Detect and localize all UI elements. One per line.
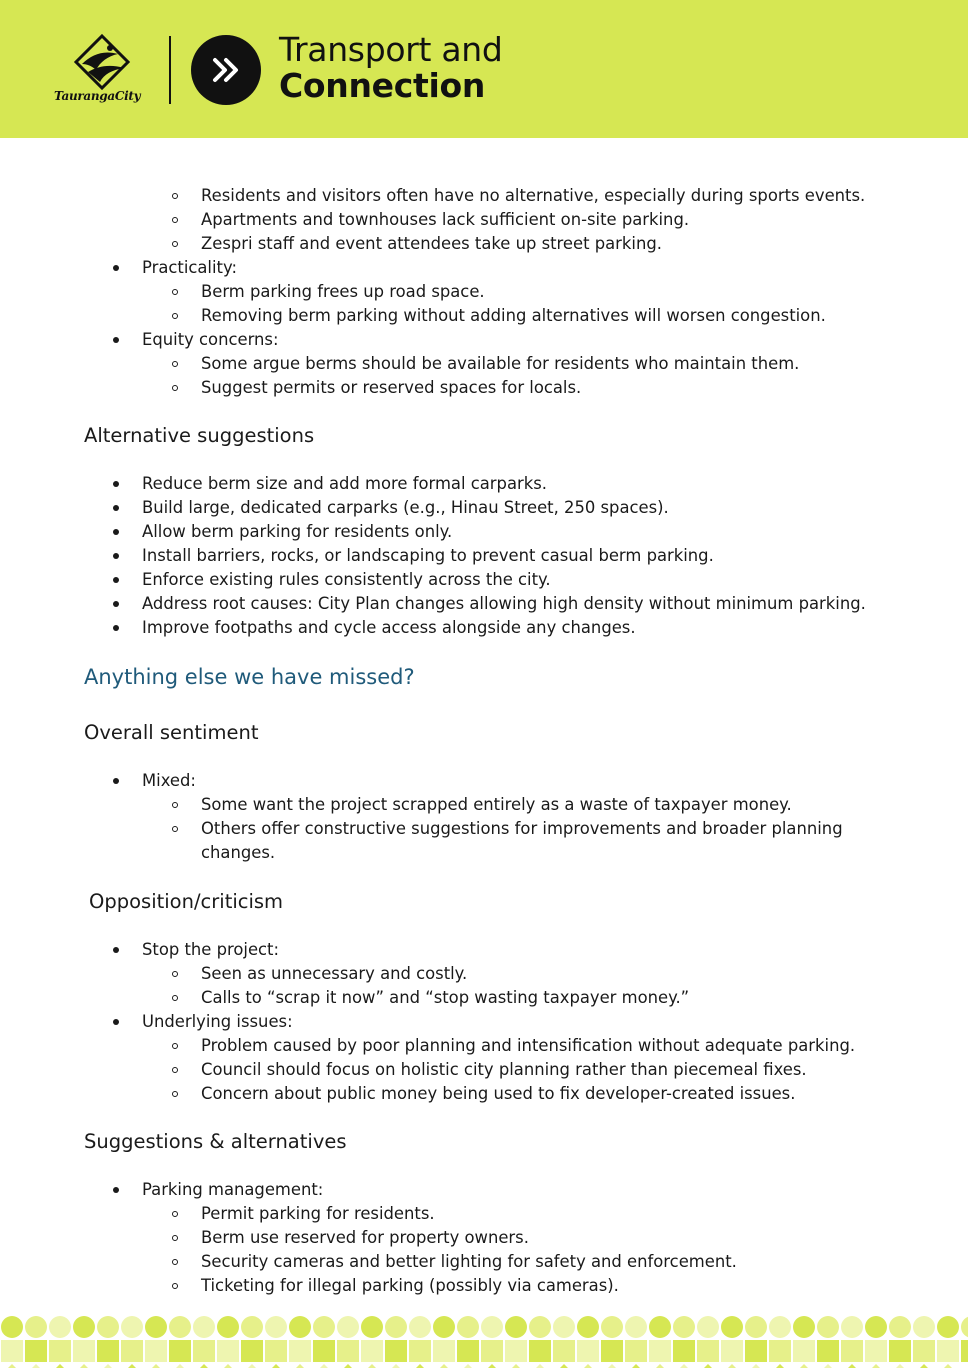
overall-sentiment-heading: Overall sentiment <box>84 721 259 744</box>
pattern-tile <box>433 1340 455 1362</box>
pattern-tile <box>817 1364 839 1368</box>
bullet-marker <box>113 778 119 784</box>
pattern-tile <box>697 1316 719 1338</box>
list-item: Concern about public money being used to fix developer-created issues. <box>201 1084 796 1103</box>
bullet-marker <box>113 947 119 953</box>
forward-chevrons-icon <box>191 35 261 105</box>
pattern-tile <box>505 1364 527 1368</box>
pattern-tile <box>361 1340 383 1362</box>
pattern-tile <box>265 1340 287 1362</box>
pattern-tile <box>505 1316 527 1338</box>
list-item: Others offer constructive suggestions for improvements and broader planning <box>201 819 843 838</box>
sub-bullet-marker <box>172 289 178 295</box>
pattern-tile <box>337 1364 359 1368</box>
pattern-tile <box>385 1364 407 1368</box>
list-item: Install barriers, rocks, or landscaping to prevent casual berm parking. <box>142 546 714 565</box>
list-item: Seen as unnecessary and costly. <box>201 964 468 983</box>
pattern-tile <box>145 1340 167 1362</box>
pattern-tile <box>145 1316 167 1338</box>
bullet-marker <box>113 577 119 583</box>
list-item: Improve footpaths and cycle access alongside any changes. <box>142 618 636 637</box>
pattern-tile <box>457 1316 479 1338</box>
pattern-tile <box>217 1364 239 1368</box>
pattern-tile <box>793 1316 815 1338</box>
pattern-tile <box>673 1364 695 1368</box>
list-item: Enforce existing rules consistently across the city. <box>142 570 551 589</box>
pattern-tile <box>433 1364 455 1368</box>
pattern-tile <box>217 1340 239 1362</box>
pattern-tile <box>169 1340 191 1362</box>
sub-bullet-marker <box>172 1235 178 1241</box>
alternative-suggestions-heading: Alternative suggestions <box>84 424 315 447</box>
pattern-tile <box>697 1340 719 1362</box>
pattern-tile <box>337 1340 359 1362</box>
pattern-tile <box>577 1364 599 1368</box>
header-title-line1: Transport and <box>279 30 503 69</box>
list-item: Mixed: <box>142 771 196 790</box>
list-item-continuation: changes. <box>201 843 276 862</box>
pattern-tile <box>433 1316 455 1338</box>
list-item: Removing berm parking without adding alternatives will worsen congestion. <box>201 306 826 325</box>
pattern-tile <box>529 1364 551 1368</box>
pattern-tile <box>73 1316 95 1338</box>
sub-bullet-marker <box>172 1091 178 1097</box>
pattern-tile <box>361 1316 383 1338</box>
list-item: Security cameras and better lighting for safety and enforcement. <box>201 1252 737 1271</box>
pattern-tile <box>169 1316 191 1338</box>
pattern-tile <box>385 1316 407 1338</box>
pattern-tile <box>217 1316 239 1338</box>
list-item: Zespri staff and event attendees take up street parking. <box>201 234 662 253</box>
pattern-tile <box>457 1340 479 1362</box>
bullet-marker <box>113 601 119 607</box>
pattern-tile <box>409 1340 431 1362</box>
list-item: Reduce berm size and add more formal carparks. <box>142 474 547 493</box>
pattern-tile <box>289 1316 311 1338</box>
list-item: Build large, dedicated carparks (e.g., Hinau Street, 250 spaces). <box>142 498 669 517</box>
sub-bullet-marker <box>172 995 178 1001</box>
pattern-tile <box>481 1316 503 1338</box>
pattern-tile <box>49 1340 71 1362</box>
bullet-marker <box>113 337 119 343</box>
pattern-tile <box>193 1340 215 1362</box>
pattern-tile <box>649 1340 671 1362</box>
pattern-tile <box>913 1364 935 1368</box>
sub-bullet-marker <box>172 1043 178 1049</box>
list-item: Suggest permits or reserved spaces for locals. <box>201 378 582 397</box>
pattern-tile <box>529 1340 551 1362</box>
pattern-tile <box>481 1340 503 1362</box>
pattern-tile <box>121 1316 143 1338</box>
pattern-tile <box>49 1364 71 1368</box>
pattern-tile <box>145 1364 167 1368</box>
pattern-tile <box>865 1340 887 1362</box>
pattern-tile <box>769 1364 791 1368</box>
pattern-tile <box>673 1316 695 1338</box>
list-item: Address root causes: City Plan changes allowing high density without minimum parking. <box>142 594 866 613</box>
bullet-marker <box>113 481 119 487</box>
pattern-tile <box>1 1340 23 1362</box>
pattern-tile <box>937 1340 959 1362</box>
pattern-tile <box>193 1364 215 1368</box>
pattern-tile <box>913 1316 935 1338</box>
pattern-tile <box>937 1364 959 1368</box>
sub-bullet-marker <box>172 385 178 391</box>
pattern-tile <box>529 1316 551 1338</box>
bullet-marker <box>113 265 119 271</box>
pattern-tile <box>97 1364 119 1368</box>
list-item: Council should focus on holistic city planning rather than piecemeal fixes. <box>201 1060 807 1079</box>
pattern-tile <box>481 1364 503 1368</box>
sub-bullet-marker <box>172 1067 178 1073</box>
pattern-tile <box>337 1316 359 1338</box>
pattern-tile <box>409 1316 431 1338</box>
pattern-tile <box>25 1340 47 1362</box>
pattern-tile <box>937 1316 959 1338</box>
pattern-tile <box>265 1316 287 1338</box>
missed-heading: Anything else we have missed? <box>84 665 415 689</box>
pattern-tile <box>73 1340 95 1362</box>
pattern-tile <box>1 1364 23 1368</box>
header-title-line2: Connection <box>279 66 486 105</box>
bullet-marker <box>113 529 119 535</box>
pattern-tile <box>121 1340 143 1362</box>
pattern-tile <box>385 1340 407 1362</box>
tauranga-logo-mark-icon <box>52 34 152 94</box>
geometric-pattern-icon <box>0 1313 968 1368</box>
bullet-marker <box>113 505 119 511</box>
pattern-tile <box>865 1316 887 1338</box>
pattern-tile <box>601 1316 623 1338</box>
pattern-tile <box>889 1340 911 1362</box>
pattern-tile <box>841 1316 863 1338</box>
sub-bullet-marker <box>172 1259 178 1265</box>
pattern-tile <box>1 1316 23 1338</box>
pattern-tile <box>409 1364 431 1368</box>
bullet-marker <box>113 1019 119 1025</box>
bullet-marker <box>113 625 119 631</box>
pattern-tile <box>745 1364 767 1368</box>
header-divider <box>169 36 171 104</box>
pattern-tile <box>313 1364 335 1368</box>
list-item: Problem caused by poor planning and intensification without adequate parking. <box>201 1036 856 1055</box>
pattern-tile <box>193 1316 215 1338</box>
pattern-tile <box>361 1364 383 1368</box>
pattern-tile <box>73 1364 95 1368</box>
pattern-tile <box>769 1316 791 1338</box>
list-item: Stop the project: <box>142 940 279 959</box>
pattern-tile <box>289 1340 311 1362</box>
pattern-tile <box>817 1316 839 1338</box>
pattern-tile <box>505 1340 527 1362</box>
list-item: Residents and visitors often have no alternative, especially during sports events. <box>201 186 866 205</box>
pattern-tile <box>745 1316 767 1338</box>
pattern-tile <box>601 1340 623 1362</box>
bullet-marker <box>113 1187 119 1193</box>
sub-bullet-marker <box>172 971 178 977</box>
pattern-tile <box>241 1340 263 1362</box>
pattern-tile <box>961 1364 968 1368</box>
pattern-tile <box>625 1316 647 1338</box>
pattern-tile <box>265 1364 287 1368</box>
pattern-tile <box>553 1340 575 1362</box>
pattern-tile <box>913 1340 935 1362</box>
list-item: Berm parking frees up road space. <box>201 282 485 301</box>
pattern-tile <box>649 1316 671 1338</box>
list-item: Equity concerns: <box>142 330 279 349</box>
pattern-tile <box>673 1340 695 1362</box>
list-item: Parking management: <box>142 1180 324 1199</box>
suggestions-heading: Suggestions & alternatives <box>84 1130 347 1153</box>
pattern-tile <box>457 1364 479 1368</box>
pattern-tile <box>721 1340 743 1362</box>
list-item: Berm use reserved for property owners. <box>201 1228 529 1247</box>
list-item: Calls to “scrap it now” and “stop wasting taxpayer money.” <box>201 988 690 1007</box>
list-item: Some argue berms should be available for residents who maintain them. <box>201 354 800 373</box>
sub-bullet-marker <box>172 217 178 223</box>
pattern-tile <box>553 1364 575 1368</box>
pattern-tile <box>697 1364 719 1368</box>
pattern-tile <box>625 1364 647 1368</box>
list-item: Ticketing for illegal parking (possibly via cameras). <box>201 1276 619 1295</box>
pattern-tile <box>865 1364 887 1368</box>
pattern-tile <box>49 1316 71 1338</box>
sub-bullet-marker <box>172 241 178 247</box>
sub-bullet-marker <box>172 361 178 367</box>
pattern-tile <box>313 1316 335 1338</box>
pattern-tile <box>961 1316 968 1338</box>
sub-bullet-marker <box>172 193 178 199</box>
pattern-tile <box>745 1340 767 1362</box>
pattern-tile <box>793 1364 815 1368</box>
pattern-tile <box>97 1316 119 1338</box>
pattern-tile <box>241 1364 263 1368</box>
list-item: Some want the project scrapped entirely as a waste of taxpayer money. <box>201 795 792 814</box>
pattern-tile <box>625 1340 647 1362</box>
pattern-tile <box>721 1316 743 1338</box>
page-header <box>0 0 968 138</box>
pattern-tile <box>313 1340 335 1362</box>
pattern-tile <box>889 1316 911 1338</box>
pattern-tile <box>289 1364 311 1368</box>
sub-bullet-marker <box>172 826 178 832</box>
sub-bullet-marker <box>172 802 178 808</box>
pattern-tile <box>169 1364 191 1368</box>
pattern-tile <box>889 1364 911 1368</box>
sub-bullet-marker <box>172 1211 178 1217</box>
pattern-tile <box>769 1340 791 1362</box>
bullet-marker <box>113 553 119 559</box>
list-item: Practicality: <box>142 258 237 277</box>
logo-wordmark: TaurangaCity <box>54 89 141 103</box>
decorative-pattern-footer <box>0 1313 968 1368</box>
sub-bullet-marker <box>172 1283 178 1289</box>
pattern-tile <box>241 1316 263 1338</box>
pattern-tile <box>25 1364 47 1368</box>
pattern-tile <box>721 1364 743 1368</box>
pattern-tile <box>97 1340 119 1362</box>
tauranga-city-logo <box>52 34 152 106</box>
pattern-tile <box>961 1340 968 1362</box>
opposition-heading: Opposition/criticism <box>89 890 284 913</box>
list-item: Permit parking for residents. <box>201 1204 435 1223</box>
pattern-tile <box>841 1340 863 1362</box>
pattern-tile <box>793 1340 815 1362</box>
pattern-tile <box>577 1316 599 1338</box>
pattern-tile <box>649 1364 671 1368</box>
list-item: Underlying issues: <box>142 1012 293 1031</box>
pattern-tile <box>577 1340 599 1362</box>
pattern-tile <box>841 1364 863 1368</box>
list-item: Apartments and townhouses lack sufficient on-site parking. <box>201 210 690 229</box>
pattern-tile <box>121 1364 143 1368</box>
sub-bullet-marker <box>172 313 178 319</box>
pattern-tile <box>553 1316 575 1338</box>
pattern-tile <box>601 1364 623 1368</box>
list-item: Allow berm parking for residents only. <box>142 522 453 541</box>
pattern-tile <box>25 1316 47 1338</box>
pattern-tile <box>817 1340 839 1362</box>
